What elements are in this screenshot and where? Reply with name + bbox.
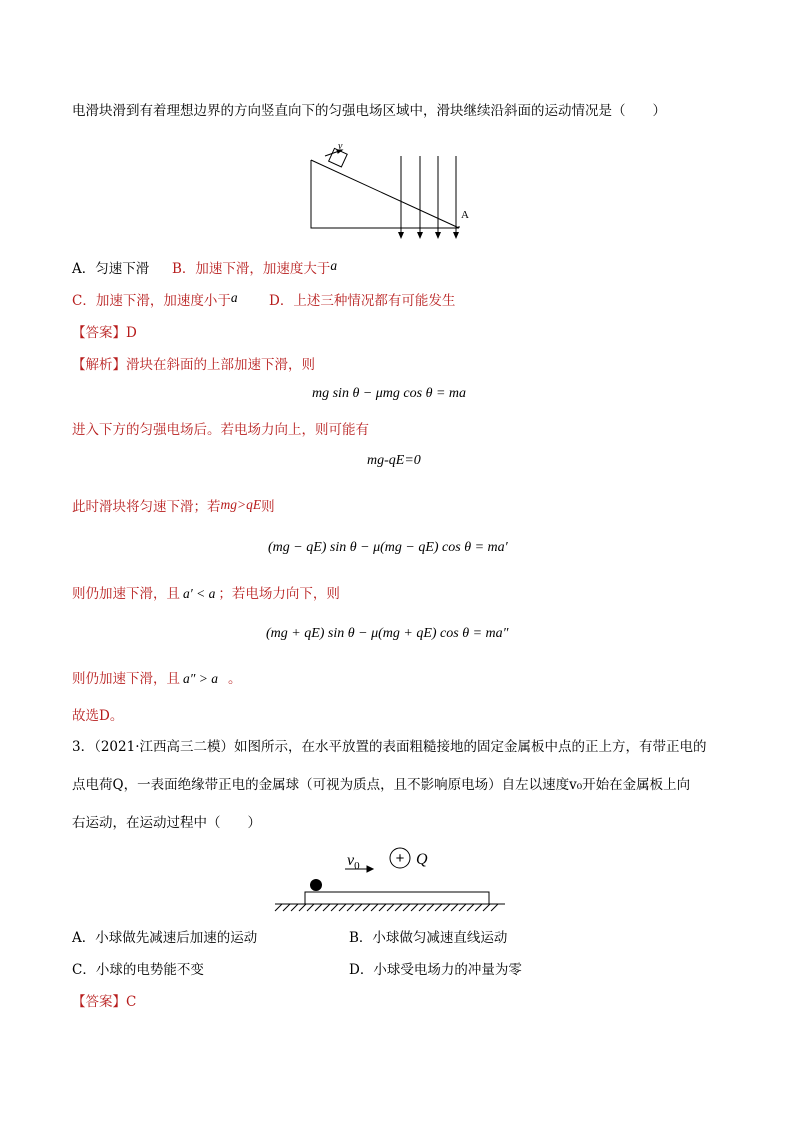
point-charge xyxy=(390,848,410,868)
q2-line-3 xyxy=(72,497,275,517)
metal-plate xyxy=(305,892,489,904)
equation-4: (mg + qE) sin θ − μ(mg + qE) cos θ = ma″ xyxy=(266,626,509,641)
q3-stem-line-1: 3．（2021·江西高三二模）如图所示，在水平放置的表面粗糙接地的固定金属板中点的正上方，有带正电的 xyxy=(72,739,707,755)
line5-text-a: 则仍加速下滑，且 xyxy=(72,671,180,687)
equation-1: mg sin θ − μmg cos θ = ma xyxy=(312,386,467,401)
line5-text-b: 。 xyxy=(227,671,242,687)
q2-line-5 xyxy=(72,669,241,689)
q3-stem-line-2: 点电荷Q，一表面绝缘带正电的金属球（可视为质点，且不影响原电场）自左以速度v₀开始在金属板上向 xyxy=(72,777,691,793)
charge-label: Q xyxy=(416,851,428,868)
option-c-var: a xyxy=(230,290,238,305)
option-a-text: A．匀速下滑 xyxy=(72,261,150,277)
plate-figure xyxy=(270,840,510,920)
q3-option-d[interactable]: D．小球受电场力的冲量为零 xyxy=(349,962,522,978)
ground-hatching xyxy=(275,904,498,911)
q2-option-a[interactable] xyxy=(72,259,149,279)
v0-subscript: 0 xyxy=(354,860,360,872)
option-d-text: D．上述三种情况都有可能发生 xyxy=(269,293,456,309)
line5-expr: a″ > a xyxy=(183,671,218,686)
q3-option-a[interactable]: A．小球做先减速后加速的运动 xyxy=(72,930,258,946)
line3-text-a: 此时滑块将匀速下滑；若 xyxy=(72,499,221,515)
q2-line-4 xyxy=(72,584,340,604)
q2-option-d[interactable] xyxy=(269,291,455,311)
v0-symbol: v xyxy=(347,852,355,869)
q2-conclusion: 故选D。 xyxy=(72,708,124,724)
incline-figure xyxy=(305,142,485,242)
incline-outline xyxy=(311,160,459,228)
equation-3: (mg − qE) sin θ − μ(mg − qE) cos θ = ma′ xyxy=(268,540,508,555)
analysis-intro: 滑块在斜面的上部加速下滑，则 xyxy=(126,357,315,373)
option-b-var: a xyxy=(330,258,338,273)
line3-expr: mg>qE xyxy=(220,497,262,512)
q2-option-b[interactable] xyxy=(172,259,337,279)
point-a-label: A xyxy=(461,209,469,221)
q3-option-b[interactable]: B．小球做匀减速直线运动 xyxy=(349,930,508,946)
q3-stem-line-3: 右运动，在运动过程中（ ） xyxy=(72,815,261,831)
equation-2: mg-qE=0 xyxy=(367,453,421,468)
q2-stem: 电滑块滑到有着理想边界的方向竖直向下的匀强电场区域中，滑块继续沿斜面的运动情况是（ ） xyxy=(72,103,666,119)
line3-text-b: 则 xyxy=(261,499,275,515)
v-label: v xyxy=(338,142,343,152)
line4-text-a: 则仍加速下滑，且 xyxy=(72,586,180,602)
q3-option-c[interactable]: C．小球的电势能不变 xyxy=(72,962,204,978)
q3-answer: 【答案】C xyxy=(72,994,137,1010)
q2-line-2: 进入下方的匀强电场后。若电场力向上，则可能有 xyxy=(72,422,369,438)
q2-answer: 【答案】D xyxy=(72,325,137,341)
q2-option-c[interactable] xyxy=(72,291,238,311)
q2-analysis xyxy=(72,355,315,375)
charge-sign: + xyxy=(395,850,405,867)
option-c-text: C．加速下滑，加速度小于 xyxy=(72,293,231,309)
line4-expr: a′ < a xyxy=(183,586,216,601)
analysis-label: 【解析】 xyxy=(72,357,126,373)
line4-text-b: ；若电场力向下，则 xyxy=(218,586,340,602)
option-b-text: B．加速下滑，加速度大于 xyxy=(172,261,331,277)
field-arrowheads xyxy=(398,232,459,239)
metal-ball xyxy=(310,879,322,891)
